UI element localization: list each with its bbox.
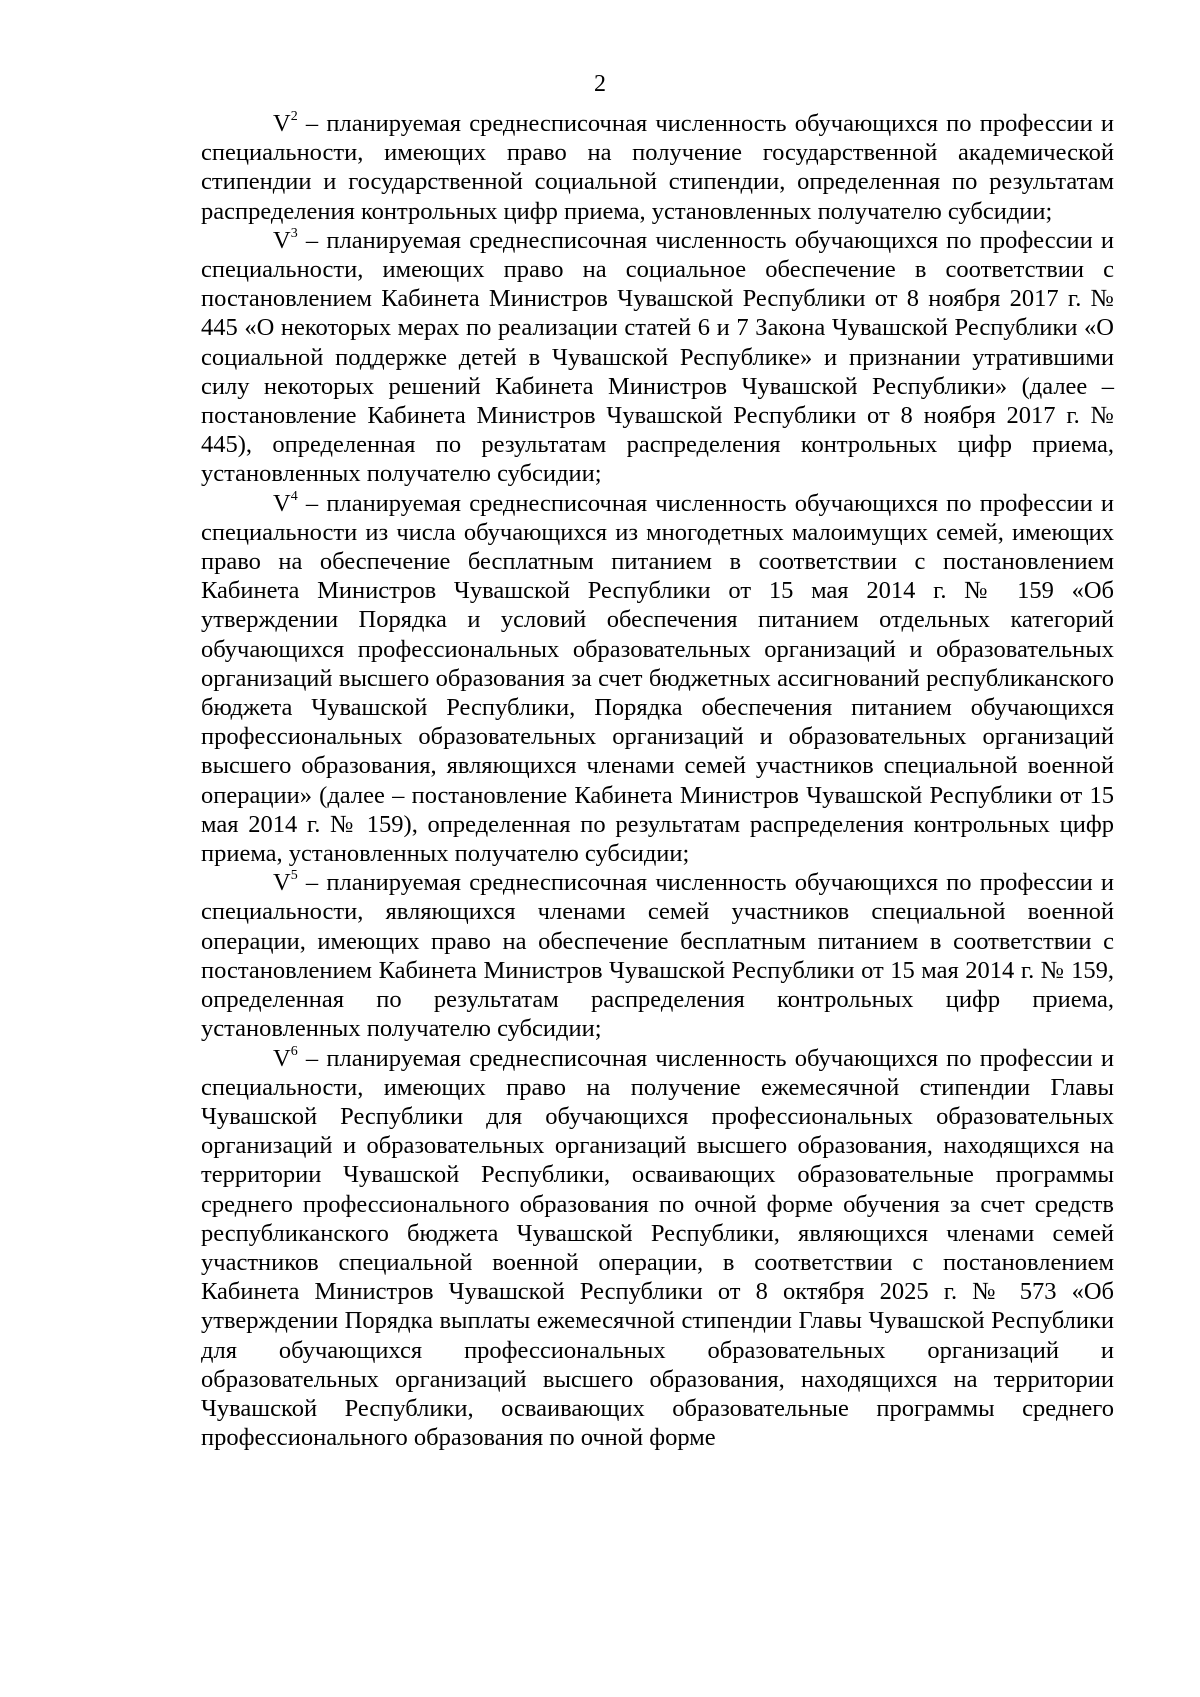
paragraph-text: – планируемая среднесписочная численность обучающихся по профессии и специальности, имеющих право на социальное обеспечение в соответствии с постановлением Кабинета Министров Чувашской Республики от 8 ноября 2017 г. № 445 «О некоторых мерах по реализации статей 6 и 7 Закона Чувашской Республики «О социальной поддержке детей в Чувашской Республике» и признании утратившими силу некоторых решений Кабинета Министров Чувашской Республики» (далее – постановление Кабинета Министров Чувашской Республики от 8 ноября 2017 г. № 445), определенная по результатам распределения контрольных цифр приема, установленных получателю субсидии; (201, 226, 1114, 488)
paragraph-v5 (201, 868, 1114, 1043)
paragraph-v2 (201, 109, 1114, 226)
paragraph-text: – планируемая среднесписочная численность обучающихся по профессии и специальности из числа обучающихся из многодетных малоимущих семей, имеющих право на обеспечение бесплатным питанием в соответствии с постановлением Кабинета Министров Чувашской Республики от 15 мая 2014 г. № 159 «Об утверждении Порядка и условий обеспечения питанием отдельных категорий обучающихся профессиональных образовательных организаций и образовательных организаций высшего образования за счет бюджетных ассигнований республиканского бюджета Чувашской Республики, Порядка обеспечения питанием обучающихся профессиональных образовательных организаций и образовательных организаций высшего образования, являющихся членами семей участников специальной военной операции» (далее – постановление Кабинета Министров Чувашской Республики от 15 мая 2014 г. № 159), определенная по результатам распределения контрольных цифр приема, установленных получателю субсидии; (201, 489, 1114, 868)
paragraph-text: – планируемая среднесписочная численность обучающихся по профессии и специальности, имеющих право на получение ежемесячной стипендии Главы Чувашской Республики для обучающихся профессиональных образовательных организаций и образовательных организаций высшего образования, находящихся на территории Чувашской Республики, осваивающих образовательные программы среднего профессионального образования по очной форме обучения за счет средств республиканского бюджета Чувашской Республики, являющихся членами семей участников специальной военной операции, в соответствии с постановлением Кабинета Министров Чувашской Республики от 8 октября 2025 г. № 573 «Об утверждении Порядка выплаты ежемесячной стипендии Главы Чувашской Республики для обучающихся профессиональных образовательных организаций и образовательных организаций высшего образования, находящихся на территории Чувашской Республики, осваивающих образовательные программы среднего профессионального образования по очной форме (201, 1044, 1114, 1452)
paragraph-text: – планируемая среднесписочная численность обучающихся по профессии и специальности, являющихся членами семей участников специальной военной операции, имеющих право на обеспечение бесплатным питанием в соответствии с постановлением Кабинета Министров Чувашской Республики от 15 мая 2014 г. № 159, определенная по результатам распределения контрольных цифр приема, установленных получателю субсидии; (201, 869, 1114, 1043)
paragraph-v6 (201, 1044, 1114, 1453)
paragraph-v3 (201, 226, 1114, 489)
variable-symbol: $V^2$ (273, 109, 298, 137)
document-body (201, 109, 1114, 1452)
variable-symbol: $V^5$ (273, 868, 298, 897)
paragraph-text: – планируемая среднесписочная численность обучающихся по профессии и специальности, имеющих право на получение государственной академической стипендии и государственной социальной стипендии, определенная по результатам распределения контрольных цифр приема, установленных получателю субсидии; (201, 110, 1114, 225)
paragraph-v4 (201, 489, 1114, 869)
variable-symbol: $V^3$ (273, 225, 298, 254)
page-number: 2 (594, 71, 606, 97)
variable-symbol: $V^4$ (273, 488, 298, 517)
variable-symbol: $V^6$ (273, 1043, 298, 1072)
